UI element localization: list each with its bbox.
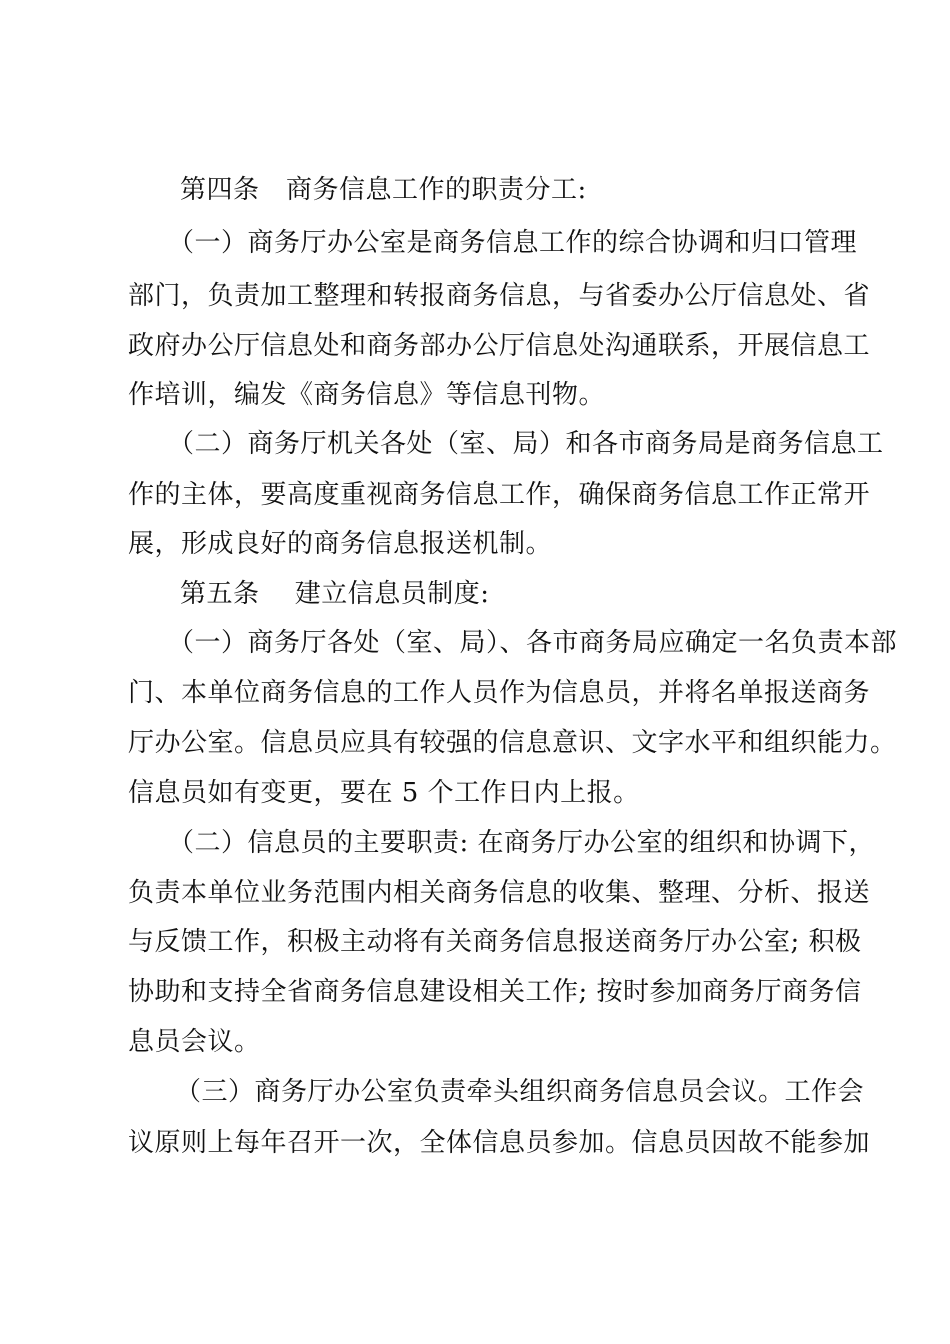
paragraph-line: 作的主体，要高度重视商务信息工作，确保商务信息工作正常开 bbox=[128, 480, 871, 510]
paragraph-line: 协助和支持全省商务信息建设相关工作; 按时参加商务厅商务信 bbox=[128, 977, 862, 1007]
paragraph-line: 与反馈工作，积极主动将有关商务信息报送商务厅办公室; 积极 bbox=[128, 927, 862, 957]
article-5-heading: 第五条 建立信息员制度: bbox=[180, 579, 490, 609]
paragraph-line: 负责本单位业务范围内相关商务信息的收集、整理、分析、报送 bbox=[128, 878, 871, 908]
paragraph-line: 息员会议。 bbox=[128, 1027, 261, 1057]
paragraph-line: 展，形成良好的商务信息报送机制。 bbox=[128, 529, 553, 559]
paragraph-line: （三）商务厅办公室负责牵头组织商务信息员会议。工作会 bbox=[175, 1077, 865, 1107]
paragraph-line: 部门，负责加工整理和转报商务信息，与省委办公厅信息处、省 bbox=[128, 281, 871, 311]
paragraph-line: （一）商务厅各处（室、局）、各市商务局应确定一名负责本部 bbox=[168, 628, 898, 658]
paragraph-line: 信息员如有变更，要在 5 个工作日内上报。 bbox=[128, 778, 640, 808]
paragraph-line: 门、本单位商务信息的工作人员作为信息员，并将名单报送商务 bbox=[128, 678, 871, 708]
paragraph-line: （二）信息员的主要职责: 在商务厅办公室的组织和协调下， bbox=[168, 828, 876, 858]
article-4-heading: 第四条 商务信息工作的职责分工: bbox=[180, 175, 587, 205]
paragraph-line: 政府办公厅信息处和商务部办公厅信息处沟通联系，开展信息工 bbox=[128, 331, 871, 361]
paragraph-line: 厅办公室。信息员应具有较强的信息意识、文字水平和组织能力。 bbox=[128, 728, 897, 758]
paragraph-line: （一）商务厅办公室是商务信息工作的综合协调和归口管理 bbox=[168, 228, 858, 258]
paragraph-line: 作培训，编发《商务信息》等信息刊物。 bbox=[128, 380, 606, 410]
paragraph-line: （二）商务厅机关各处（室、局）和各市商务局是商务信息工 bbox=[168, 429, 884, 459]
paragraph-line: 议原则上每年召开一次，全体信息员参加。信息员因故不能参加 bbox=[128, 1128, 871, 1158]
